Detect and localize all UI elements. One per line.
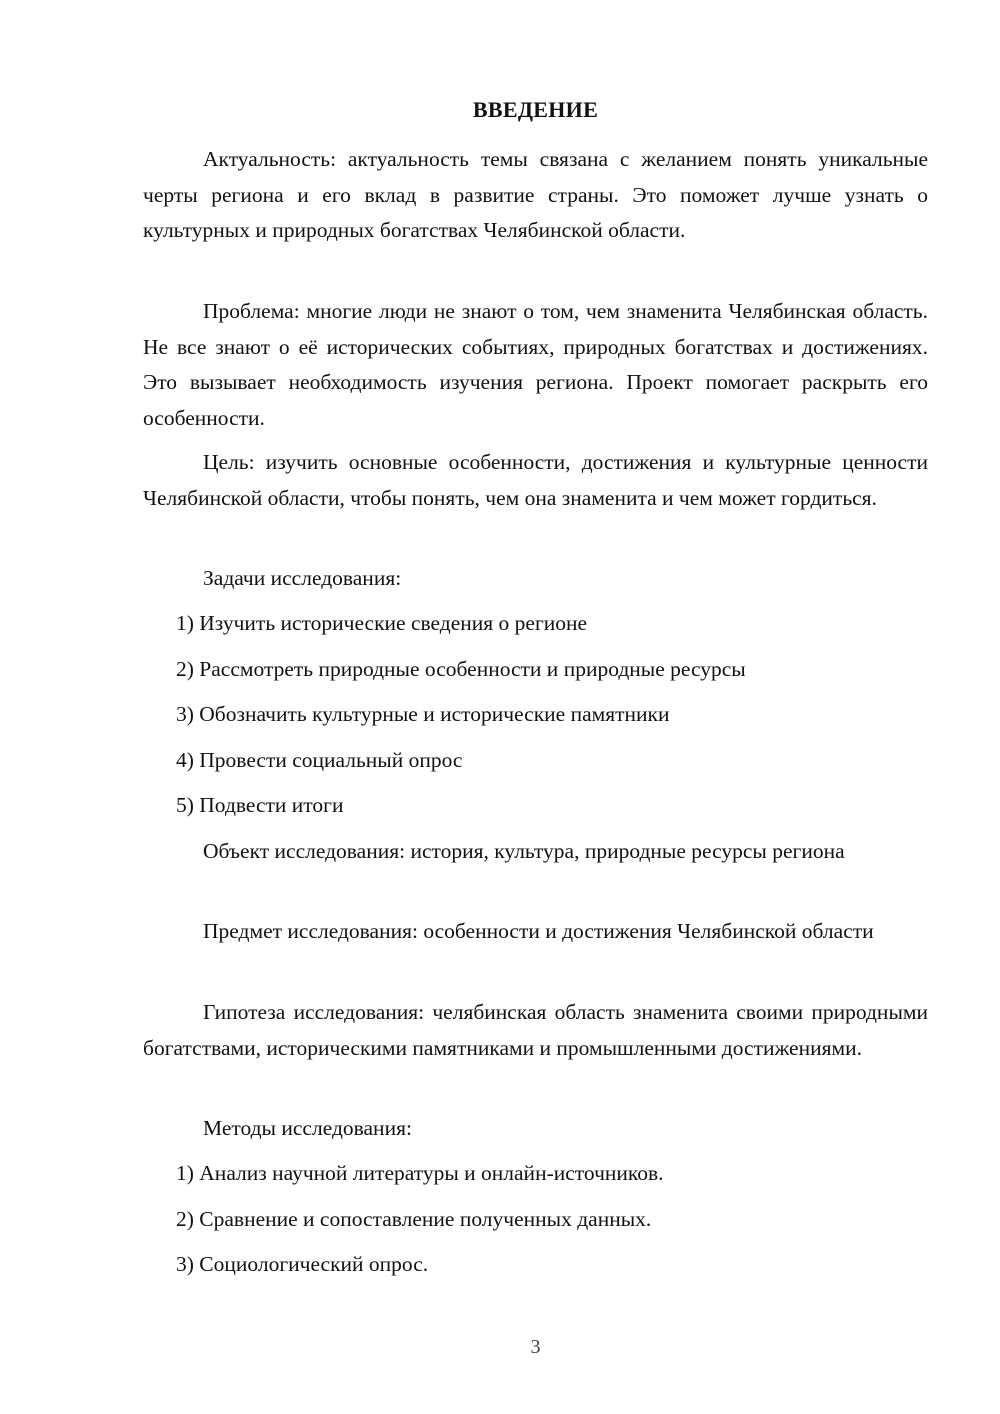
method-item-2: 2) Сравнение и сопоставление полученных данных. [176, 1207, 652, 1231]
task-item-2: 2) Рассмотреть природные особенности и природные ресурсы [176, 657, 746, 681]
method-item-3: 3) Социологический опрос. [176, 1252, 429, 1276]
page-title: ВВЕДЕНИЕ [472, 97, 599, 122]
paragraph-hypothesis: Гипотеза исследования: челябинская область знаменита своими природными богатствами, историческими памятниками и промышленными достижениями. [143, 1000, 928, 1060]
paragraph-goal: Цель: изучить основные особенности, достижения и культурные ценности Челябинской области, чтобы понять, чем она знаменита и чем может гордиться. [143, 450, 928, 510]
paragraph-problem: Проблема: многие люди не знают о том, чем знаменита Челябинская область. Не все знают о её исторических событиях, природных богатствах и достижениях. Это вызывает необходимость изучения региона. Проект помогает раскрыть его особенности. [143, 299, 928, 430]
paragraph-object: Объект исследования: история, культура, природные ресурсы региона [203, 839, 845, 863]
method-item-1: 1) Анализ научной литературы и онлайн-источников. [176, 1161, 664, 1185]
task-item-4: 4) Провести социальный опрос [176, 748, 463, 772]
document-page [143, 0, 928, 1414]
task-item-5: 5) Подвести итоги [176, 793, 344, 817]
paragraph-subject: Предмет исследования: особенности и достижения Челябинской области [203, 919, 874, 943]
methods-heading: Методы исследования: [203, 1116, 412, 1140]
paragraph-relevance: Актуальность: актуальность темы связана с желанием понять уникальные черты региона и его вклад в развитие страны. Это поможет лучше узнать о культурных и природных богатствах Челябинской области. [143, 147, 928, 242]
task-item-3: 3) Обозначить культурные и исторические памятники [176, 702, 670, 726]
page-number: 3 [530, 1336, 541, 1358]
task-item-1: 1) Изучить исторические сведения о регионе [176, 611, 588, 635]
tasks-heading: Задачи исследования: [203, 566, 402, 590]
